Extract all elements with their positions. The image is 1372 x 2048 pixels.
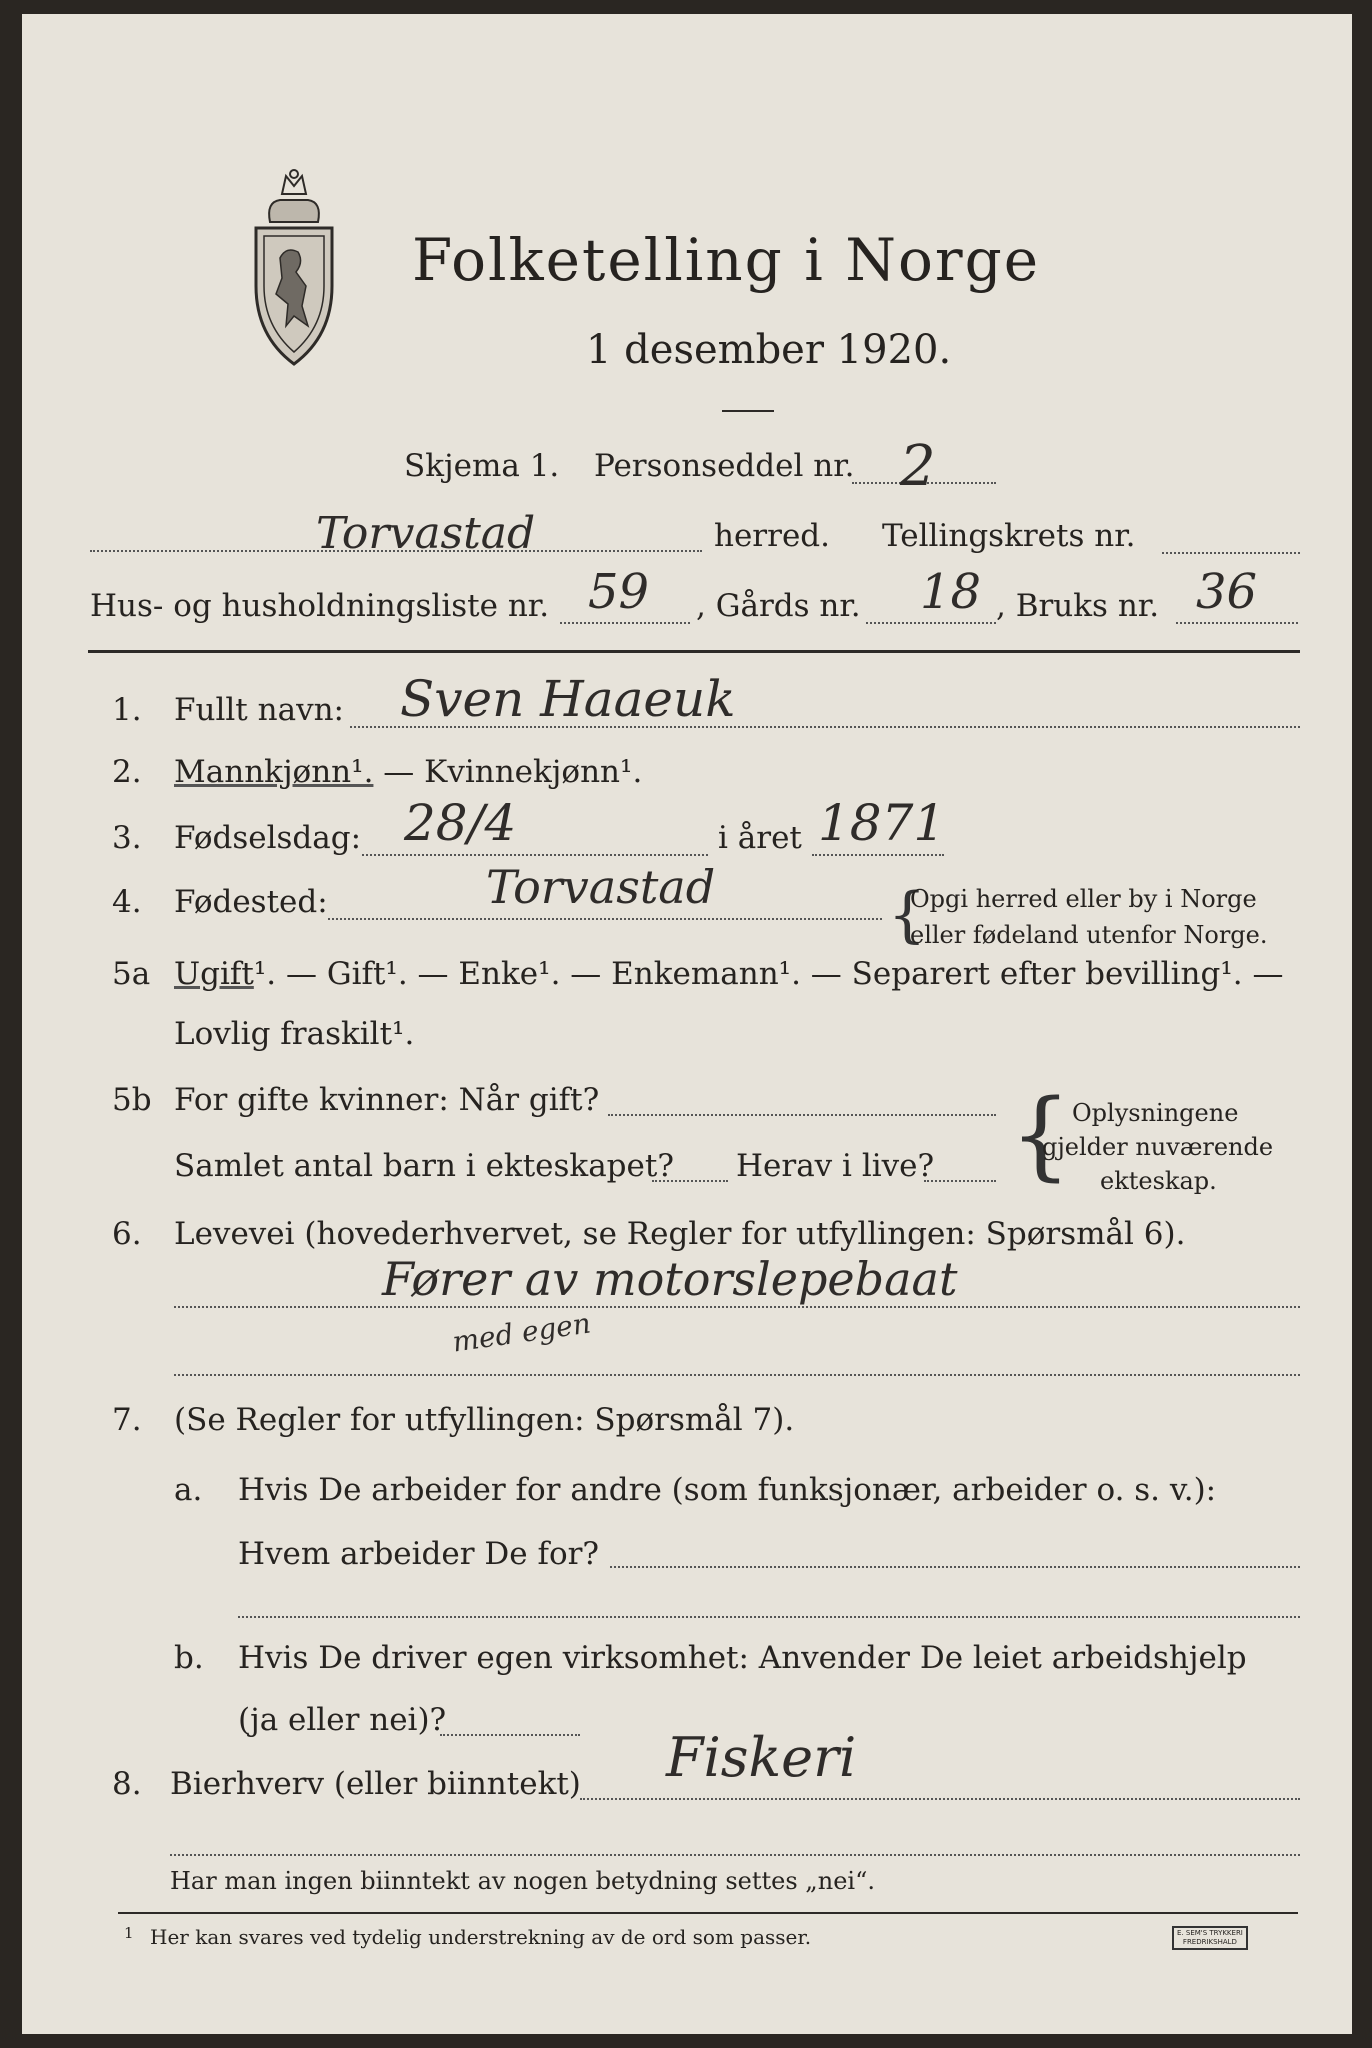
footer-rule — [118, 1912, 1298, 1914]
bruks-value: 36 — [1196, 564, 1258, 620]
birth-year-value: 1871 — [818, 794, 946, 852]
gards-line — [866, 622, 996, 624]
header-rule — [88, 650, 1300, 653]
birthplace-value: Torvastad — [486, 860, 716, 914]
hired-help-line — [440, 1734, 580, 1736]
birthplace-line — [328, 918, 882, 920]
children-alive-label: Herav i live? — [736, 1148, 935, 1184]
personseddel-label: Personseddel nr. — [594, 448, 855, 484]
census-date: 1 desember 1920. — [586, 327, 952, 373]
occupation-value-2: med egen — [450, 1306, 593, 1359]
children-count-line — [652, 1180, 728, 1182]
marital-other-options: ¹. — Gift¹. — Enke¹. — Enkemann¹. — Separert efter bevilling¹. — — [253, 956, 1284, 992]
q7a-number: a. — [174, 1472, 203, 1508]
birthplace-brace: { — [888, 880, 927, 950]
occupation-label: Levevei (hovederhvervet, se Regler for utfyllingen: Spørsmål 6). — [174, 1216, 1186, 1252]
household-list-value: 59 — [588, 564, 650, 620]
no-income-note: Har man ingen biinntekt av nogen betydning settes „nei“. — [170, 1867, 875, 1895]
birthplace-label: Fødested: — [174, 884, 328, 920]
employer-label: Hvem arbeider De for? — [238, 1536, 600, 1572]
secondary-income-value: Fiskeri — [666, 1726, 857, 1789]
marital-status-options — [174, 956, 1283, 992]
marriage-note-3: ekteskap. — [1100, 1167, 1217, 1195]
q4-number: 4. — [112, 884, 142, 920]
bruks-label: , Bruks nr. — [996, 588, 1160, 624]
household-list-line — [560, 622, 690, 624]
sex-dash: — — [373, 754, 425, 790]
title-divider — [722, 410, 774, 412]
male-option: Mannkjønn¹. — [174, 754, 374, 790]
gards-label: , Gårds nr. — [696, 588, 861, 624]
when-married-label: For gifte kvinner: Når gift? — [174, 1082, 600, 1118]
employee-label: Hvis De arbeider for andre (som funksjonær, arbeider o. s. v.): — [238, 1472, 1217, 1508]
birthplace-note-2: eller fødeland utenfor Norge. — [910, 921, 1268, 949]
q7-label: (Se Regler for utfyllingen: Spørsmål 7). — [174, 1402, 795, 1438]
footnote-text: Her kan svares ved tydelig understrekning av de ord som passer. — [150, 1925, 812, 1949]
schema-label: Skjema 1. — [404, 448, 560, 484]
q7-number: 7. — [112, 1402, 142, 1438]
birth-year-line — [812, 854, 944, 856]
q5b-number: 5b — [112, 1082, 152, 1118]
q6-number: 6. — [112, 1216, 142, 1252]
occupation-line-2 — [174, 1374, 1300, 1376]
q1-number: 1. — [112, 692, 142, 728]
printer-stamp-line-2: FREDRIKSHALD — [1182, 1938, 1237, 1946]
employer-line-2 — [238, 1616, 1300, 1618]
tellingskrets-label: Tellingskrets nr. — [882, 518, 1136, 554]
marriage-note-1: Oplysningene — [1072, 1099, 1239, 1127]
birthdate-value: 28/4 — [404, 794, 517, 852]
female-option: Kvinnekjønn¹. — [424, 754, 643, 790]
birth-year-label: i året — [718, 820, 802, 856]
when-married-line — [608, 1114, 996, 1116]
hired-help-label: (ja eller nei)? — [238, 1702, 447, 1738]
personseddel-value: 2 — [900, 434, 936, 499]
printer-stamp-line-1: E. SEM'S TRYKKERI — [1177, 1929, 1243, 1937]
marriage-brace: { — [1010, 1079, 1072, 1191]
q2-number: 2. — [112, 754, 142, 790]
q7b-number: b. — [174, 1640, 204, 1676]
q5a-number: 5a — [112, 956, 151, 992]
bruks-line — [1176, 622, 1298, 624]
secondary-income-line-2 — [170, 1854, 1300, 1856]
full-name-label: Fullt navn: — [174, 692, 344, 728]
divorced-option: Lovlig fraskilt¹. — [174, 1016, 415, 1052]
marriage-note-2: gjelder nuværende — [1042, 1133, 1274, 1161]
occupation-line-1 — [174, 1306, 1300, 1308]
children-alive-line — [924, 1180, 996, 1182]
self-employed-label: Hvis De driver egen virksomhet: Anvender De leiet arbeidshjelp — [238, 1640, 1247, 1676]
form-title: Folketelling i Norge — [412, 226, 1041, 294]
gards-value: 18 — [920, 564, 982, 620]
birthdate-label: Fødselsdag: — [174, 820, 362, 856]
coat-of-arms-icon — [246, 166, 342, 372]
household-list-label: Hus- og husholdningsliste nr. — [90, 588, 550, 624]
employer-line-1 — [610, 1566, 1300, 1568]
birthplace-note-1: Opgi herred eller by i Norge — [910, 885, 1257, 913]
unmarried-option: Ugift — [174, 956, 254, 992]
herred-label: herred. — [714, 518, 830, 554]
tellingskrets-line — [1162, 552, 1300, 554]
herred-value: Torvastad — [316, 508, 536, 559]
secondary-income-line — [580, 1798, 1300, 1800]
sex-options — [174, 754, 642, 790]
q8-number: 8. — [112, 1766, 142, 1802]
q3-number: 3. — [112, 820, 142, 856]
footnote-number: 1 — [124, 1924, 134, 1942]
printer-stamp — [1172, 1926, 1248, 1950]
birthdate-line — [362, 854, 708, 856]
secondary-income-label: Bierhverv (eller biinntekt) — [170, 1766, 581, 1802]
children-count-label: Samlet antal barn i ekteskapet? — [174, 1148, 674, 1184]
full-name-value: Sven Haaeuk — [400, 670, 736, 728]
occupation-value: Fører av motorslepebaat — [382, 1252, 958, 1306]
